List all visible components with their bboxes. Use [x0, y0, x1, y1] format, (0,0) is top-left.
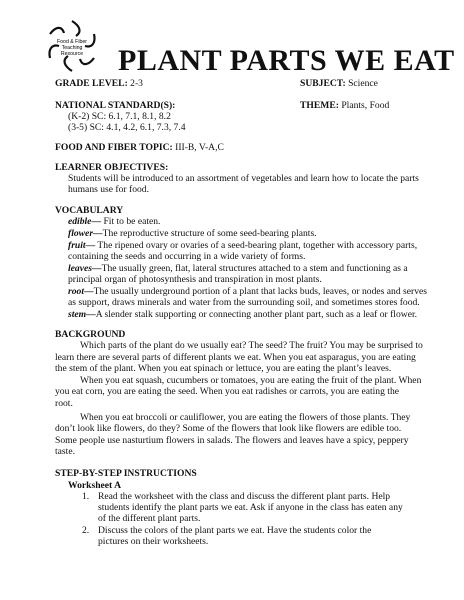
vocab-stem-def: A slender stalk supporting or connecting another plant part, such as a leaf or flower. — [95, 309, 418, 320]
vocab-root-def-2: as support, draws minerals and water from the surrounding soil, and sometimes stores food. — [68, 297, 420, 308]
background-line-10: taste. — [55, 446, 75, 457]
standards-line-1: (K-2) SC: 6.1, 7.1, 8.1, 8.2 — [68, 111, 171, 122]
vocab-leaves — [68, 263, 408, 275]
theme-label: THEME: — [300, 100, 339, 111]
food-fiber-logo — [44, 18, 100, 74]
objectives-line-2: humans use for food. — [68, 184, 149, 195]
vocab-leaves-term: leaves— — [68, 263, 102, 274]
subject — [300, 78, 378, 90]
background-line-4: When you eat squash, cucumbers or tomatoes, you are eating the fruit of the plant. When — [80, 375, 422, 386]
vocab-root — [68, 286, 427, 298]
theme-value: Plants, Food — [341, 100, 390, 111]
vocab-root-def-1: The usually underground portion of a plant that lacks buds, leaves, or nodes and serves — [93, 286, 427, 297]
vocab-stem — [68, 309, 417, 321]
background-line-6: root. — [55, 398, 73, 409]
logo-text-line3: Resource — [60, 51, 84, 57]
background-line-8: don’t look like flowers, do they? Some of the flowers that look like flowers are edible too. — [55, 423, 402, 434]
vocab-flower — [68, 228, 317, 240]
background-line-3: the stem of the plant. When you eat spinach or lettuce, you are eating the plant’s leaves. — [55, 363, 392, 374]
step-2-line-2: pictures on their worksheets. — [98, 536, 209, 547]
background-line-9: Some people use nasturtium flowers in salads. The flowers and leaves have a spicy, peppery — [55, 435, 409, 446]
steps-label: STEP-BY-STEP INSTRUCTIONS — [55, 468, 197, 479]
vocab-edible-term: edible— — [68, 216, 102, 227]
vocab-leaves-def-1: The usually green, flat, lateral structures attached to a stem and functioning as a — [101, 263, 408, 274]
vocab-flower-term: flower— — [68, 228, 103, 239]
background-line-7: When you eat broccoli or cauliflower, you are eating the flowers of those plants. They — [80, 412, 411, 423]
objectives-line-1: Students will be introduced to an assortment of vegetables and learn how to locate the parts — [68, 173, 419, 184]
step-1-line-1: Read the worksheet with the class and discuss the different plant parts. Help — [98, 491, 391, 502]
standards-line-2: (3-5) SC: 4.1, 4.2, 6.1, 7.3, 7.4 — [68, 122, 186, 133]
objectives-label: LEARNER OBJECTIVES: — [55, 162, 169, 173]
vocab-stem-term: stem— — [68, 309, 96, 320]
vocab-fruit-term: fruit— — [68, 240, 96, 251]
vocab-root-term: root— — [68, 286, 94, 297]
background-line-1: Which parts of the plant do we usually eat? The seed? The fruit? You may be surprised to — [80, 340, 423, 351]
background-line-2: learn there are several parts of different plants we eat. When you eat asparagus, you are eating — [55, 352, 416, 363]
worksheet-a-label: Worksheet A — [68, 480, 122, 491]
vocab-fruit-def-2: containing the seeds and occurring in a wide variety of forms. — [68, 251, 306, 262]
vocab-edible — [68, 216, 160, 228]
step-1-number: 1. — [82, 491, 90, 502]
subject-label: SUBJECT: — [300, 78, 346, 89]
grade-level — [55, 78, 143, 90]
food-fiber-value: III-B, V-A,C — [175, 142, 224, 153]
background-line-5: you eat corn, you are eating the seed. When you eat radishes or carrots, you are eating the — [55, 386, 399, 397]
vocabulary-label: VOCABULARY — [55, 205, 124, 216]
step-1-line-2: students identify the plant parts we eat. Ask if anyone in the class has eaten any — [98, 502, 403, 513]
vocab-fruit — [68, 240, 417, 252]
grade-level-value: 2-3 — [130, 78, 143, 89]
food-fiber-label: FOOD AND FIBER TOPIC: — [55, 142, 173, 153]
vocab-fruit-def-1: The ripened ovary or ovaries of a seed-bearing plant, together with accessory parts, — [95, 240, 418, 251]
theme — [300, 100, 389, 112]
standards-label: NATIONAL STANDARD(S): — [55, 100, 176, 111]
vocab-edible-def: Fit to be eaten. — [101, 216, 161, 227]
step-1-line-3: of the different plant parts. — [98, 513, 201, 524]
step-2-number: 2. — [82, 525, 90, 536]
background-label: BACKGROUND — [55, 329, 126, 340]
page-title: PLANT PARTS WE EAT — [118, 44, 455, 77]
logo-text-line2: Teaching — [61, 45, 83, 51]
vocab-flower-def: The reproductive structure of some seed-bearing plants. — [102, 228, 317, 239]
food-fiber-topic — [55, 142, 224, 154]
step-2-line-1: Discuss the colors of the plant parts we eat. Have the students color the — [98, 525, 372, 536]
logo-text-line1: Food & Fiber — [57, 39, 87, 45]
subject-value: Science — [348, 78, 378, 89]
vocab-leaves-def-2: principal organ of photosynthesis and transpiration in most plants. — [68, 274, 322, 285]
grade-level-label: GRADE LEVEL: — [55, 78, 128, 89]
